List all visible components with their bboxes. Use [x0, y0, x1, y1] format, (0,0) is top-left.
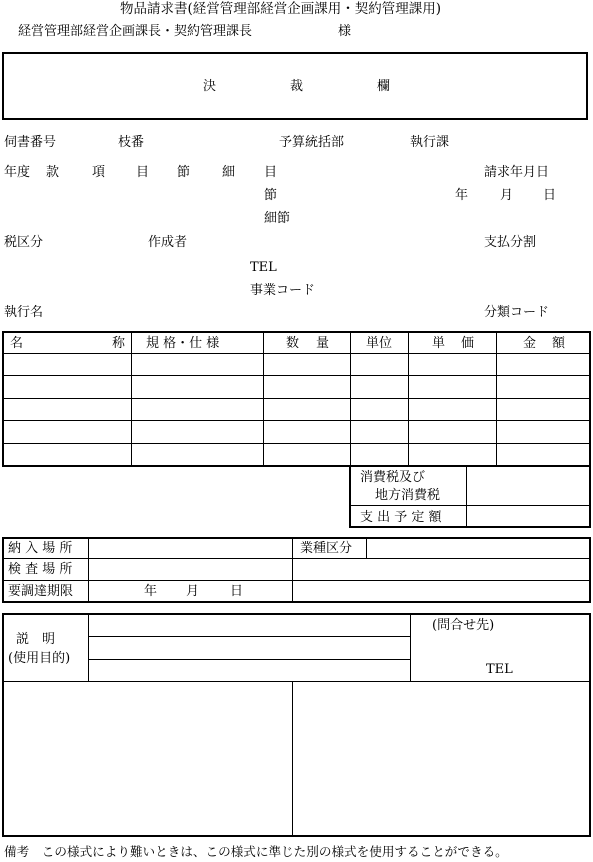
exec-name-label: 執行名 [4, 305, 44, 320]
inquiry-number-label: 伺書番号 [4, 135, 57, 150]
request-date-label: 請求年月日 [484, 165, 550, 180]
inspection-place-label: 検 査 場 所 [8, 562, 73, 577]
explanation-col-rule [410, 614, 411, 681]
explanation-divider [3, 681, 590, 682]
explanation-line [89, 659, 410, 660]
col-header-qty-2: 量 [316, 336, 330, 351]
items-row-rule [3, 420, 590, 421]
col-header-name-1: 名 [10, 336, 24, 351]
purpose-label: (使用目的) [8, 651, 71, 666]
saimoku-label-1: 細 [222, 165, 236, 180]
tax-col-rule [466, 466, 467, 527]
items-col-rule [496, 332, 497, 466]
planned-expense-label: 支 出 予 定 額 [360, 510, 442, 525]
delivery-place-label: 納 入 場 所 [8, 541, 73, 556]
approval-char-2: 裁 [290, 79, 304, 94]
saimoku-label-2: 目 [264, 165, 278, 180]
deadline-year: 年 [144, 584, 158, 599]
approval-char-1: 決 [203, 79, 217, 94]
explanation-lower-split [292, 682, 293, 836]
class-code-label: 分類コード [484, 305, 550, 320]
payment-split-label: 支払分割 [484, 235, 537, 250]
budget-dept-label: 予算統括部 [279, 135, 345, 150]
creator-label: 作成者 [148, 235, 188, 250]
items-col-rule [408, 332, 409, 466]
request-date-year: 年 [455, 188, 469, 203]
addressee: 経営管理部経営企画課長・契約管理課長 [18, 24, 253, 39]
items-col-rule [263, 332, 264, 466]
addressee-honorific: 様 [338, 24, 352, 39]
delivery-table [2, 537, 591, 603]
col-header-amount-2: 額 [552, 336, 566, 351]
items-row-rule [3, 443, 590, 444]
col-header-unit: 単位 [366, 336, 393, 351]
creator-tel-label: TEL [250, 260, 277, 275]
delivery-row-rule [3, 580, 590, 581]
items-row-rule [3, 398, 590, 399]
deadline-label: 要調達期限 [8, 584, 74, 599]
branch-number-label: 枝番 [118, 135, 145, 150]
saisetsu-label: 細節 [264, 211, 291, 226]
col-header-qty-1: 数 [286, 336, 300, 351]
col-header-spec: 規 格・仕 様 [146, 336, 220, 351]
exec-section-label: 執行課 [410, 135, 450, 150]
explanation-box [2, 613, 591, 837]
deadline-month: 月 [186, 584, 200, 599]
items-col-rule [131, 332, 132, 466]
explanation-line [89, 636, 410, 637]
fiscal-year-label: 年度 [4, 165, 31, 180]
tax-class-label: 税区分 [4, 235, 44, 250]
col-header-unitprice-2: 価 [461, 336, 475, 351]
kou-label: 項 [92, 165, 106, 180]
delivery-col-rule [292, 538, 293, 602]
delivery-col-rule [366, 538, 367, 559]
contact-tel-label: TEL [486, 662, 513, 677]
items-table [2, 331, 591, 467]
delivery-row-rule [3, 558, 590, 559]
request-date-day: 日 [543, 188, 557, 203]
col-header-amount-1: 金 [523, 336, 537, 351]
tax-box-bottom [349, 526, 591, 528]
tax-label-2: 地方消費税 [375, 488, 441, 503]
setsu-label: 節 [177, 165, 191, 180]
items-header-rule [3, 353, 590, 354]
col-header-name-2: 称 [112, 336, 126, 351]
deadline-day: 日 [230, 584, 244, 599]
business-code-label: 事業コード [250, 283, 316, 298]
col-header-unitprice-1: 単 [432, 336, 446, 351]
items-row-rule [3, 375, 590, 376]
request-date-month: 月 [500, 188, 514, 203]
footer-note: 備考 この様式により難いときは、この様式に準じた別の様式を使用することができる。 [4, 844, 508, 859]
explanation-label: 説 明 [16, 632, 56, 647]
tax-row-rule [350, 505, 590, 506]
approval-char-3: 欄 [377, 79, 391, 94]
delivery-col-rule [88, 538, 89, 602]
moku-label: 目 [136, 165, 150, 180]
kan-label: 款 [46, 165, 60, 180]
items-col-rule [350, 332, 351, 466]
contact-label: (問合せ先) [432, 618, 495, 633]
tax-label-1: 消費税及び [360, 470, 426, 485]
tax-box-right [589, 466, 591, 528]
explanation-col-rule [88, 614, 89, 681]
form-title: 物品請求書(経営管理部経営企画課用・契約管理課用) [120, 1, 442, 17]
setsu-label-2: 節 [264, 188, 278, 203]
tax-box-left [349, 466, 351, 528]
industry-class-label: 業種区分 [300, 541, 353, 556]
